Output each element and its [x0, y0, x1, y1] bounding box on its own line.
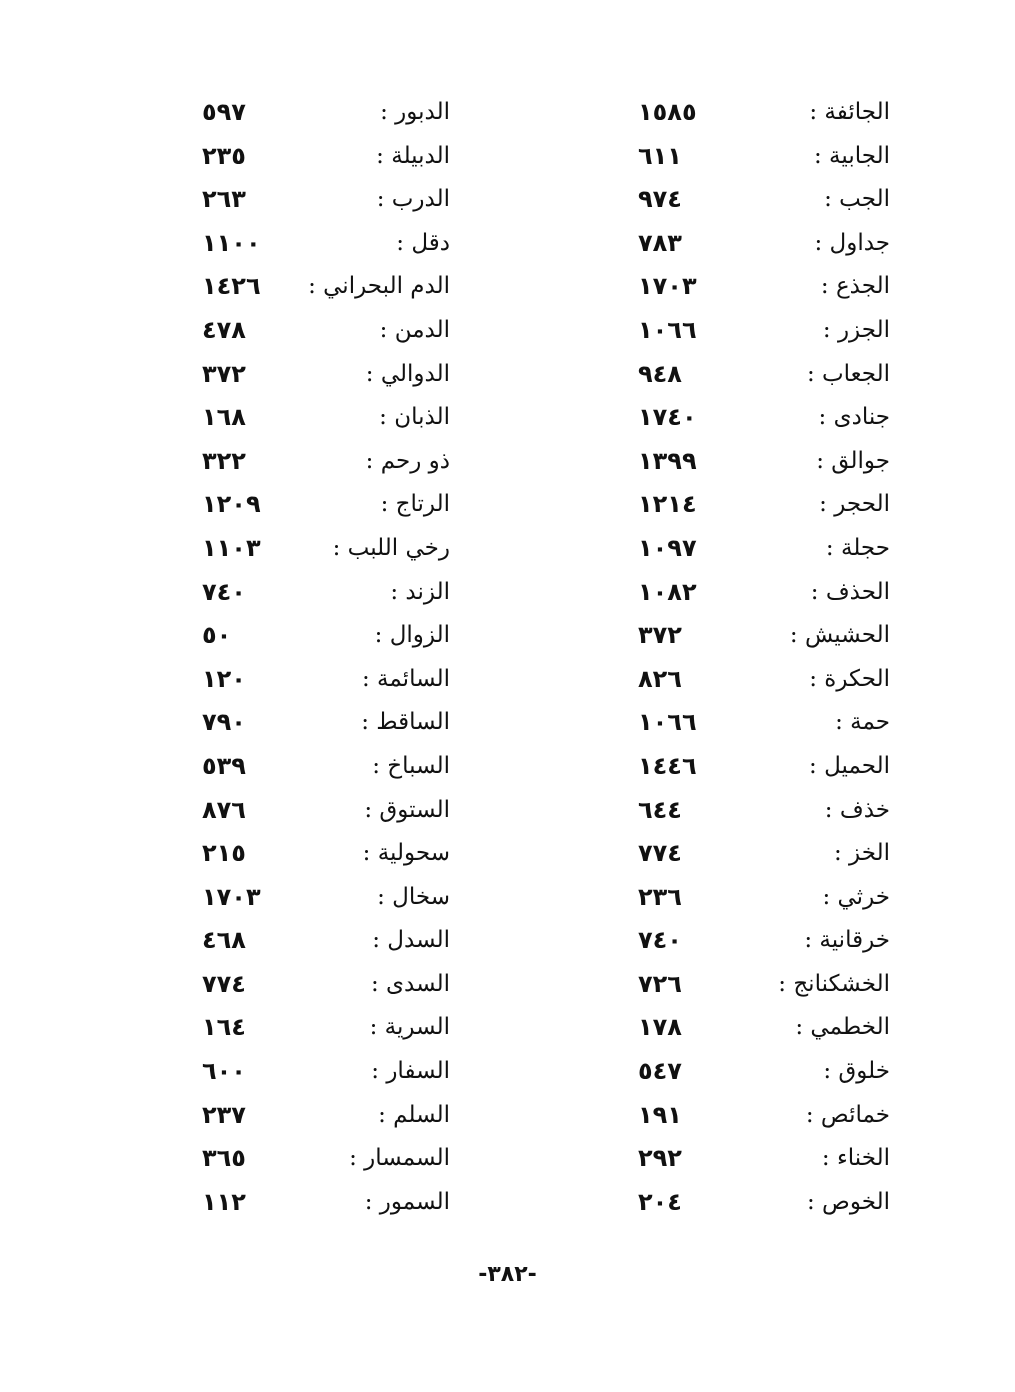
entry-term: الحكرة : [809, 665, 890, 692]
entry-page: ٦١١ [638, 141, 682, 170]
entry-page: ٧٧٤ [638, 839, 682, 868]
entry-term: السائمة : [361, 665, 450, 692]
index-entry [190, 484, 450, 528]
entry-page: ١٢٠ [202, 664, 246, 693]
entry-page: ١٠٦٦ [638, 315, 697, 344]
index-column-left [190, 92, 450, 1225]
entry-page: ٤٦٨ [202, 926, 246, 955]
entry-term: الزوال : [374, 622, 450, 649]
index-entry [190, 877, 450, 921]
index-entry [190, 1007, 450, 1051]
index-entry [190, 92, 450, 136]
index-entry [620, 223, 890, 267]
index-entry [620, 179, 890, 223]
index-entry [620, 964, 890, 1008]
index-entry [620, 920, 890, 964]
entry-term: الخشكنانج : [778, 970, 890, 997]
entry-term: الخوص : [807, 1188, 890, 1215]
entry-term: الزند : [390, 578, 450, 605]
index-entry [190, 920, 450, 964]
entry-page: ١٧٤٠ [638, 403, 697, 432]
entry-term: الدمن : [379, 316, 450, 343]
entry-term: الجابية : [814, 142, 890, 169]
entry-page: ٩٧٤ [638, 185, 682, 214]
entry-page: ٧٩٠ [202, 708, 246, 737]
index-entry [620, 790, 890, 834]
index-entry [620, 1182, 890, 1226]
entry-page: ١٠٨٢ [638, 577, 697, 606]
entry-term: حمة : [835, 709, 890, 736]
index-entry [190, 528, 450, 572]
entry-term: جوالق : [816, 447, 890, 474]
index-entry [620, 441, 890, 485]
index-entry [620, 877, 890, 921]
index-entry [620, 92, 890, 136]
entry-page: ١٤٤٦ [638, 751, 697, 780]
entry-page: ٤٧٨ [202, 315, 246, 344]
index-entry [190, 310, 450, 354]
index-entry [190, 615, 450, 659]
entry-page: ١٧٠٣ [202, 882, 261, 911]
index-column-right [620, 92, 890, 1225]
entry-term: دقل : [396, 229, 450, 256]
entry-page: ٥٣٩ [202, 751, 246, 780]
entry-term: الجزر : [822, 316, 890, 343]
entry-term: الجعاب : [806, 360, 890, 387]
index-entry [620, 702, 890, 746]
entry-page: ٢٠٤ [638, 1187, 682, 1216]
index-entry [190, 223, 450, 267]
entry-term: خلوق : [823, 1058, 890, 1085]
entry-term: الخز : [834, 840, 890, 867]
entry-page: ٣٧٢ [638, 621, 682, 650]
index-entry [620, 310, 890, 354]
index-entry [190, 964, 450, 1008]
entry-term: الحذف : [810, 578, 890, 605]
entry-page: ١٢٠٩ [202, 490, 261, 519]
entry-page: ١٤٢٦ [202, 272, 261, 301]
entry-term: الدوالي : [365, 360, 450, 387]
entry-page: ٥٠ [202, 621, 232, 650]
entry-page: ٢٣٦ [638, 882, 682, 911]
entry-term: خرقانية : [804, 927, 890, 954]
entry-term: الدبور : [380, 99, 450, 125]
index-entry [190, 397, 450, 441]
entry-page: ٣٧٢ [202, 359, 246, 388]
entry-page: ١٦٤ [202, 1013, 246, 1042]
entry-term: الحميل : [809, 752, 890, 779]
entry-page: ١٩١ [638, 1100, 682, 1129]
index-entry [620, 572, 890, 616]
entry-term: سحولية : [362, 840, 450, 867]
entry-term: السرية : [369, 1014, 450, 1041]
entry-page: ٦٤٤ [638, 795, 682, 824]
entry-page: ٩٤٨ [638, 359, 682, 388]
index-entry [190, 1138, 450, 1182]
entry-term: خمائص : [805, 1101, 890, 1128]
entry-term: السمور : [364, 1188, 450, 1215]
entry-term: الحشيش : [789, 622, 890, 649]
entry-page: ١٢١٤ [638, 490, 697, 519]
entry-page: ١٠٦٦ [638, 708, 697, 737]
index-entry [620, 1095, 890, 1139]
index-entry [620, 746, 890, 790]
index-entry [620, 484, 890, 528]
index-entry [190, 746, 450, 790]
entry-page: ٢١٥ [202, 839, 246, 868]
index-entry [190, 266, 450, 310]
index-entry [620, 833, 890, 877]
entry-term: الخناء : [821, 1145, 890, 1172]
page-number: -٣٨٢- [478, 1262, 537, 1287]
entry-term: السلم : [378, 1101, 450, 1128]
entry-page: ٧٤٠ [202, 577, 246, 606]
entry-page: ٥٤٧ [638, 1057, 682, 1086]
entry-term: الجذع : [820, 273, 890, 300]
entry-page: ١١٠٠ [202, 228, 261, 257]
entry-page: ٨٧٦ [202, 795, 246, 824]
index-entry [190, 1051, 450, 1095]
entry-page: ١٣٩٩ [638, 446, 697, 475]
entry-term: السفار : [371, 1058, 450, 1085]
entry-term: السمسار : [349, 1145, 450, 1172]
entry-page: ١١٢ [202, 1187, 246, 1216]
entry-term: الجائفة : [809, 99, 890, 125]
entry-page: ٧٨٣ [638, 228, 682, 257]
entry-term: الساقط : [361, 709, 450, 736]
index-entry [620, 528, 890, 572]
entry-term: الدم البحراني : [308, 273, 450, 300]
entry-term: الستوق : [364, 796, 450, 823]
index-entry [190, 441, 450, 485]
entry-page: ١١٠٣ [202, 533, 261, 562]
index-entry [190, 1182, 450, 1226]
entry-term: الذبان : [379, 404, 450, 431]
index-entry [620, 1007, 890, 1051]
entry-page: ١٦٨ [202, 403, 246, 432]
entry-page: ٣٦٥ [202, 1144, 246, 1173]
entry-page: ٢٩٢ [638, 1144, 682, 1173]
index-entry [190, 179, 450, 223]
index-entry [620, 659, 890, 703]
entry-term: الدرب : [376, 186, 450, 213]
index-entry [190, 1095, 450, 1139]
entry-term: خذف : [824, 796, 890, 823]
index-entry [190, 833, 450, 877]
index-entry [620, 615, 890, 659]
index-entry [190, 790, 450, 834]
entry-term: سخال : [377, 883, 450, 910]
entry-page: ١٠٩٧ [638, 533, 697, 562]
index-entry [190, 572, 450, 616]
index-entry [190, 659, 450, 703]
entry-term: حجلة : [825, 534, 890, 561]
entry-term: الرتاج : [380, 491, 450, 518]
entry-page: ١٥٨٥ [638, 98, 697, 126]
entry-term: جداول : [814, 229, 890, 256]
entry-page: ٧٢٦ [638, 969, 682, 998]
index-entry [620, 397, 890, 441]
entry-term: الخطمي : [795, 1014, 890, 1041]
entry-term: جنادى : [818, 404, 890, 431]
index-entry [620, 1051, 890, 1095]
entry-term: رخي اللبب : [332, 534, 450, 561]
entry-page: ٢٣٧ [202, 1100, 246, 1129]
index-entry [620, 1138, 890, 1182]
entry-term: الجب : [824, 186, 890, 213]
entry-term: الحجر : [819, 491, 890, 518]
index-entry [620, 266, 890, 310]
entry-term: السدى : [370, 970, 450, 997]
entry-page: ١٧٠٣ [638, 272, 697, 301]
entry-page: ٢٦٣ [202, 185, 246, 214]
index-entry [190, 354, 450, 398]
entry-page: ٧٤٠ [638, 926, 682, 955]
entry-term: السباخ : [372, 752, 450, 779]
entry-term: ذو رحم : [365, 447, 450, 474]
index-entry [190, 702, 450, 746]
entry-term: الدبيلة : [376, 142, 450, 169]
entry-page: ٢٣٥ [202, 141, 246, 170]
entry-term: السدل : [372, 927, 450, 954]
entry-term: خرثي : [822, 883, 890, 910]
entry-page: ٥٩٧ [202, 98, 246, 126]
entry-page: ٧٧٤ [202, 969, 246, 998]
entry-page: ٦٠٠ [202, 1057, 246, 1086]
index-entry [190, 136, 450, 180]
index-entry [620, 136, 890, 180]
entry-page: ١٧٨ [638, 1013, 682, 1042]
entry-page: ٣٢٢ [202, 446, 246, 475]
entry-page: ٨٢٦ [638, 664, 682, 693]
index-entry [620, 354, 890, 398]
